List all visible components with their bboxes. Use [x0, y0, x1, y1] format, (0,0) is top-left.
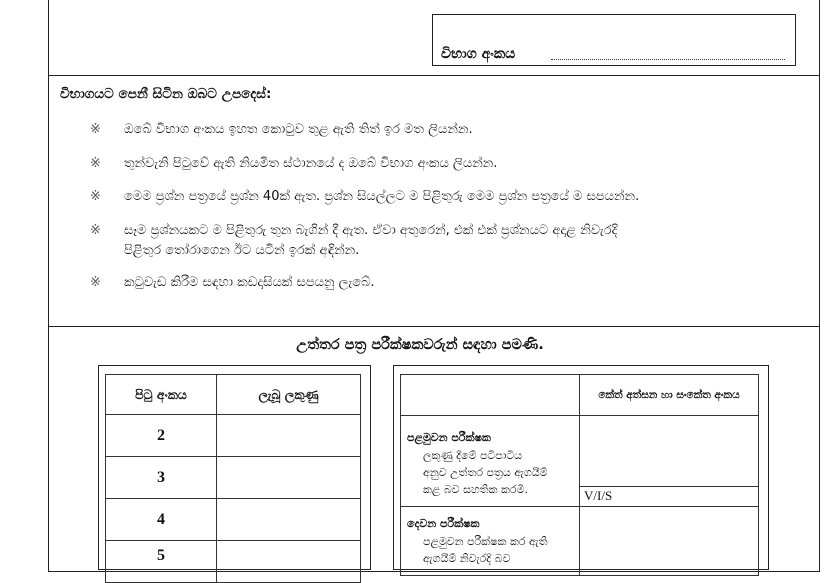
bullet-icon: ※ [90, 275, 101, 290]
marks-cell[interactable] [216, 498, 361, 541]
instruction-text: මෙම ප්‍රශ්න පත්‍රයේ ප්‍රශ්න 40ක් ඇත. ප්‍රශ්න සියල්ලට ම පිළිතුරු මෙම ප්‍රශ්න පත්‍රයේ ම සපයන්න. [124, 189, 640, 204]
instruction-item [90, 221, 810, 261]
second-examiner-title: දෙවන පරීක්ෂක [407, 517, 480, 530]
marks-table [98, 365, 371, 570]
section-divider [48, 326, 820, 327]
signature-header: කේත් අත්සන හා සංකේත අංකය [579, 374, 759, 416]
first-examiner-title: පළමුවන පරීක්ෂක [407, 431, 491, 444]
first-examiner-cell [400, 415, 580, 507]
exam-number-label: විභාග අංකය [441, 46, 516, 62]
instructions-heading: විභාගයට පෙනී සිටින ඔබට උපදෙස්: [60, 86, 272, 102]
marks-cell[interactable] [216, 540, 361, 583]
page-number-cell: 2 [105, 414, 217, 457]
bullet-icon: ※ [90, 156, 101, 171]
second-examiner-cell [400, 506, 580, 576]
first-examiner-line: අනුව උත්තර පත්‍රය ඇගයීම් [423, 466, 548, 479]
marks-header: ලැබූ ලකුණු [216, 374, 361, 415]
instruction-text: තුන්වැනි පිටුවේ ඇති නියමිත ස්ථානයේ ද ඔබේ විභාග අංකය ලියන්න. [124, 156, 498, 171]
marks-cell[interactable] [216, 414, 361, 457]
instruction-text: පිළිතුර තෝරාගෙන ඊට යටින් ඉරක් අඳින්න. [124, 243, 360, 258]
first-examiner-line: කළ බව සහතික කරමි. [423, 483, 528, 496]
first-examiner-signature[interactable] [579, 415, 759, 487]
instruction-text: කටුවැඩ කිරීම සඳහා කඩදාසියක් සපයනු ලැබේ. [124, 275, 375, 290]
instruction-text: සෑම ප්‍රශ්නයකට ම පිළිතුරු තුන බැගින් දී ඇත. ඒවා අතුරෙන්, එක් එක් ප්‍රශ්නයට අදාළ නිවැරදි [124, 223, 618, 238]
marks-cell[interactable] [216, 456, 361, 499]
page-number-cell: 3 [105, 456, 217, 499]
second-examiner-signature[interactable] [579, 506, 759, 576]
bullet-icon: ※ [90, 189, 101, 204]
first-examiner-line: ලකුණු දීමේ පටිපාටිය [423, 449, 523, 462]
bullet-icon: ※ [90, 122, 101, 137]
second-examiner-line: පළමුවන පරීක්ෂක කර ඇති [423, 535, 548, 548]
signature-table [393, 365, 769, 570]
examiners-section-title: උත්තර පත්‍ර පරීක්ෂකවරුන් සඳහා පමණි. [296, 337, 544, 353]
vis-code-cell [579, 486, 759, 507]
bullet-icon: ※ [90, 223, 101, 238]
exam-number-field[interactable] [551, 59, 785, 60]
signature-header-blank [400, 374, 580, 416]
page-number-cell: 4 [105, 498, 217, 541]
header-divider [48, 75, 820, 76]
instruction-text: ඔබේ විභාග අංකය ඉහත කොටුව තුළ ඇති තිත් ඉර මත ලියන්න. [124, 122, 473, 137]
page-number-header: පිටු අංකය [105, 374, 217, 415]
exam-number-box[interactable] [432, 14, 796, 66]
page-number-cell: 5 [105, 540, 217, 583]
second-examiner-line: ඇගයීම් නිවැරදි බව [423, 552, 511, 565]
vis-code: V/I/S [584, 488, 613, 503]
